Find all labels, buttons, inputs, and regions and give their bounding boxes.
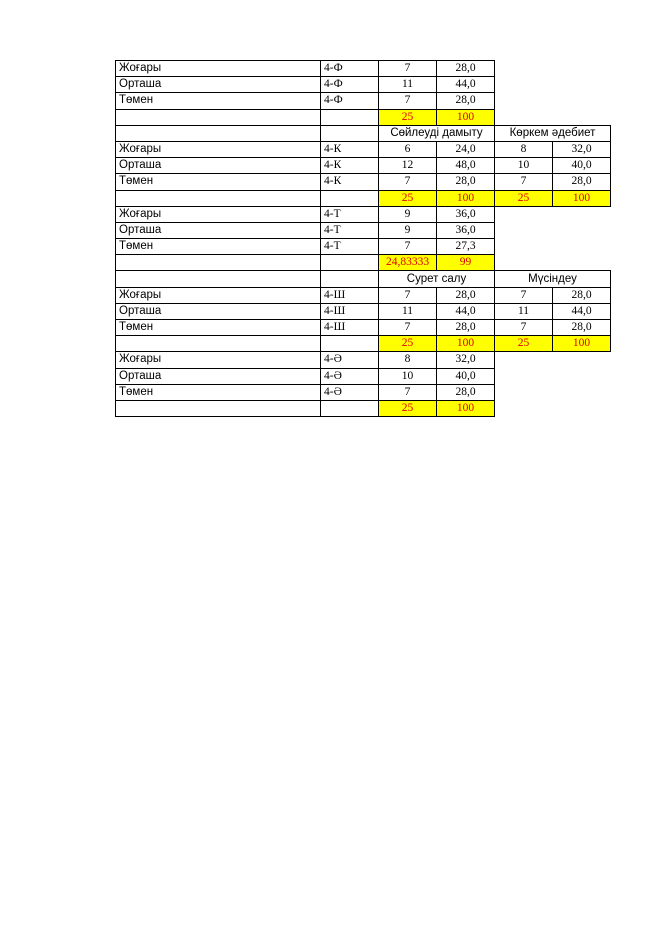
class-cell: 4-Т [321, 206, 379, 222]
percent-cell: 28,0 [437, 287, 495, 303]
percent-cell: 24,0 [437, 141, 495, 157]
empty-cell [495, 93, 553, 109]
level-cell: Орташа [116, 303, 321, 319]
empty-cell [495, 206, 553, 222]
class-cell: 4-Ә [321, 352, 379, 368]
count-cell: 10 [379, 368, 437, 384]
empty-cell [553, 206, 611, 222]
class-cell: 4-К [321, 174, 379, 190]
empty-cell [116, 271, 321, 287]
percent-cell: 36,0 [437, 222, 495, 238]
count-cell: 7 [379, 384, 437, 400]
percent-cell: 28,0 [553, 320, 611, 336]
level-cell: Төмен [116, 93, 321, 109]
empty-cell [495, 384, 553, 400]
percent-cell: 44,0 [437, 303, 495, 319]
empty-cell [495, 77, 553, 93]
class-cell: 4-Ә [321, 368, 379, 384]
subject-header: Сөйлеуді дамыту [379, 125, 495, 141]
count-cell: 7 [495, 287, 553, 303]
count-cell: 9 [379, 222, 437, 238]
table-row [116, 206, 611, 222]
percent-cell: 28,0 [553, 287, 611, 303]
percent-cell: 28,0 [437, 174, 495, 190]
empty-cell [116, 125, 321, 141]
level-cell: Төмен [116, 239, 321, 255]
count-cell: 7 [379, 320, 437, 336]
empty-cell [321, 125, 379, 141]
class-cell: 4-Ф [321, 61, 379, 77]
count-cell: 7 [379, 61, 437, 77]
empty-cell [553, 255, 611, 271]
empty-cell [116, 336, 321, 352]
level-cell: Жоғары [116, 206, 321, 222]
total-percent-cell: 99 [437, 255, 495, 271]
count-cell: 11 [495, 303, 553, 319]
table-row [116, 352, 611, 368]
count-cell: 7 [379, 239, 437, 255]
table-row [116, 336, 611, 352]
class-cell: 4-Ф [321, 77, 379, 93]
empty-cell [116, 109, 321, 125]
percent-cell: 28,0 [437, 384, 495, 400]
level-cell: Жоғары [116, 61, 321, 77]
level-cell: Төмен [116, 320, 321, 336]
percent-cell: 28,0 [553, 174, 611, 190]
empty-cell [321, 336, 379, 352]
percent-cell: 44,0 [437, 77, 495, 93]
empty-cell [495, 400, 553, 416]
empty-cell [553, 400, 611, 416]
table-row [116, 368, 611, 384]
count-cell: 10 [495, 158, 553, 174]
empty-cell [495, 352, 553, 368]
results-table-body [116, 61, 611, 417]
level-cell: Орташа [116, 222, 321, 238]
empty-cell [116, 190, 321, 206]
class-cell: 4-Ф [321, 93, 379, 109]
count-cell: 11 [379, 77, 437, 93]
count-cell: 7 [379, 287, 437, 303]
table-row [116, 174, 611, 190]
table-row [116, 77, 611, 93]
total-percent-cell: 100 [553, 190, 611, 206]
empty-cell [495, 239, 553, 255]
table-row [116, 271, 611, 287]
count-cell: 9 [379, 206, 437, 222]
table-row [116, 384, 611, 400]
percent-cell: 32,0 [437, 352, 495, 368]
table-row [116, 109, 611, 125]
table-row [116, 61, 611, 77]
class-cell: 4-Ш [321, 320, 379, 336]
empty-cell [321, 109, 379, 125]
table-row [116, 190, 611, 206]
table-row [116, 93, 611, 109]
empty-cell [553, 61, 611, 77]
empty-cell [495, 61, 553, 77]
total-percent-cell: 100 [437, 336, 495, 352]
percent-cell: 27,3 [437, 239, 495, 255]
count-cell: 6 [379, 141, 437, 157]
count-cell: 7 [379, 93, 437, 109]
level-cell: Орташа [116, 368, 321, 384]
table-row [116, 287, 611, 303]
table-row [116, 125, 611, 141]
empty-cell [495, 109, 553, 125]
class-cell: 4-К [321, 141, 379, 157]
total-percent-cell: 100 [437, 400, 495, 416]
class-cell: 4-Т [321, 222, 379, 238]
empty-cell [553, 222, 611, 238]
class-cell: 4-Т [321, 239, 379, 255]
count-cell: 11 [379, 303, 437, 319]
empty-cell [321, 255, 379, 271]
percent-cell: 28,0 [437, 320, 495, 336]
percent-cell: 48,0 [437, 158, 495, 174]
total-percent-cell: 100 [437, 190, 495, 206]
total-percent-cell: 100 [553, 336, 611, 352]
empty-cell [553, 77, 611, 93]
total-count-cell: 25 [495, 190, 553, 206]
level-cell: Орташа [116, 77, 321, 93]
table-row [116, 255, 611, 271]
empty-cell [116, 400, 321, 416]
total-count-cell: 25 [379, 336, 437, 352]
table-row [116, 239, 611, 255]
empty-cell [321, 400, 379, 416]
empty-cell [495, 222, 553, 238]
count-cell: 8 [495, 141, 553, 157]
class-cell: 4-Ш [321, 287, 379, 303]
subject-header: Көркем әдебиет [495, 125, 611, 141]
level-cell: Төмен [116, 174, 321, 190]
percent-cell: 32,0 [553, 141, 611, 157]
total-count-cell: 25 [379, 190, 437, 206]
percent-cell: 36,0 [437, 206, 495, 222]
total-count-cell: 25 [379, 109, 437, 125]
empty-cell [321, 190, 379, 206]
class-cell: 4-Ә [321, 384, 379, 400]
total-count-cell: 24,83333 [379, 255, 437, 271]
empty-cell [495, 368, 553, 384]
empty-cell [553, 93, 611, 109]
count-cell: 7 [495, 174, 553, 190]
total-percent-cell: 100 [437, 109, 495, 125]
table-row [116, 222, 611, 238]
percent-cell: 44,0 [553, 303, 611, 319]
percent-cell: 40,0 [553, 158, 611, 174]
subject-header: Сурет салу [379, 271, 495, 287]
results-table [115, 60, 611, 417]
empty-cell [553, 239, 611, 255]
table-row [116, 303, 611, 319]
empty-cell [321, 271, 379, 287]
total-count-cell: 25 [495, 336, 553, 352]
level-cell: Жоғары [116, 141, 321, 157]
empty-cell [553, 368, 611, 384]
empty-cell [553, 109, 611, 125]
level-cell: Төмен [116, 384, 321, 400]
table-row [116, 320, 611, 336]
table-row [116, 141, 611, 157]
empty-cell [495, 255, 553, 271]
percent-cell: 28,0 [437, 61, 495, 77]
table-row [116, 400, 611, 416]
count-cell: 7 [495, 320, 553, 336]
class-cell: 4-К [321, 158, 379, 174]
empty-cell [116, 255, 321, 271]
count-cell: 12 [379, 158, 437, 174]
class-cell: 4-Ш [321, 303, 379, 319]
table-row [116, 158, 611, 174]
count-cell: 7 [379, 174, 437, 190]
subject-header: Мүсіндеу [495, 271, 611, 287]
percent-cell: 40,0 [437, 368, 495, 384]
empty-cell [553, 384, 611, 400]
level-cell: Жоғары [116, 352, 321, 368]
total-count-cell: 25 [379, 400, 437, 416]
level-cell: Жоғары [116, 287, 321, 303]
percent-cell: 28,0 [437, 93, 495, 109]
count-cell: 8 [379, 352, 437, 368]
empty-cell [553, 352, 611, 368]
level-cell: Орташа [116, 158, 321, 174]
